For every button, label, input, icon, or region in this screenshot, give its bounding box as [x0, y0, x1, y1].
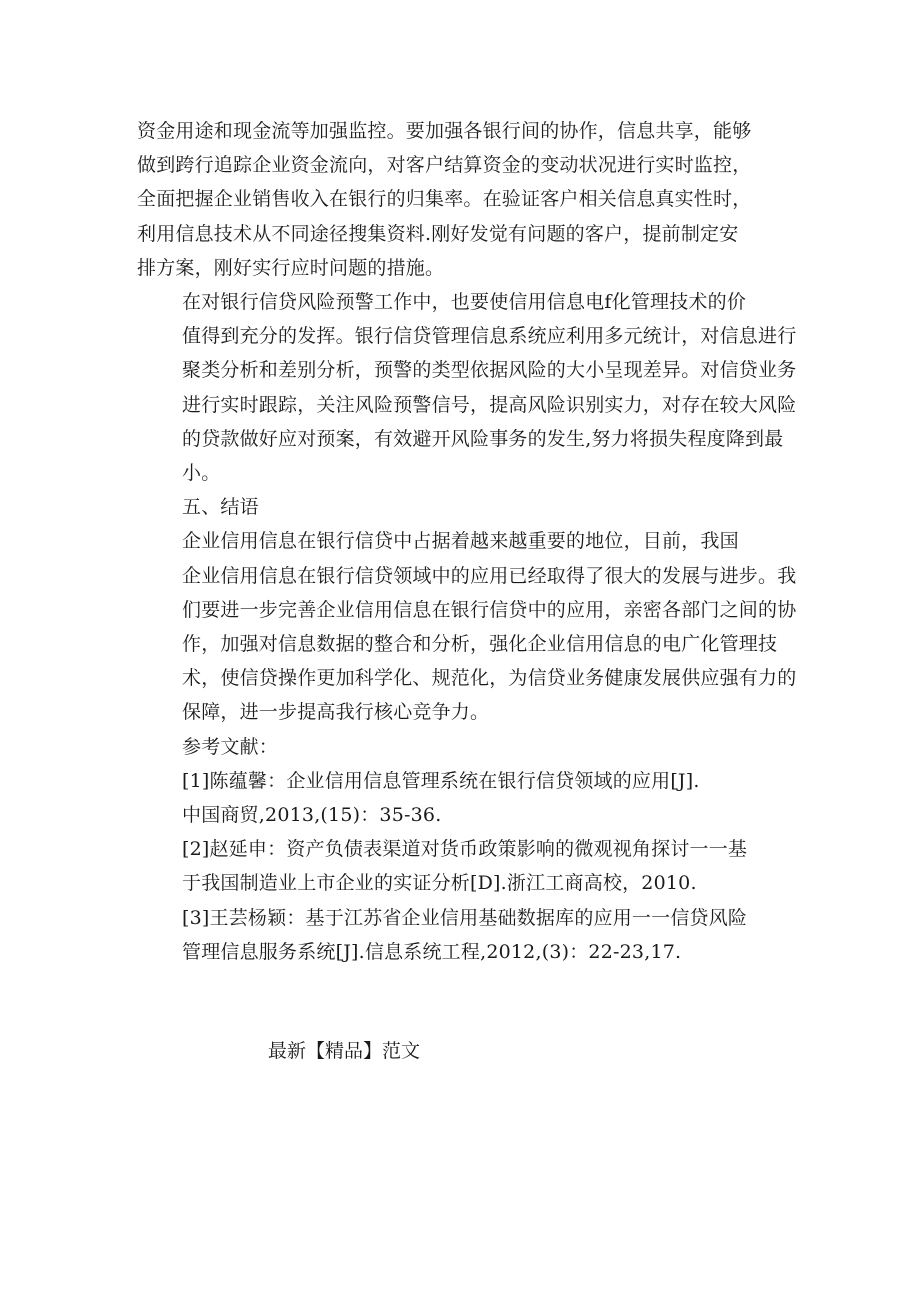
paragraph: [137, 114, 787, 285]
text-line: 企业信用信息在银行信贷领域中的应用已经取得了很大的发展与进步。我: [182, 564, 797, 587]
text-line: 于我国制造业上市企业的实证分析[D].浙江工商高校，2010.: [182, 872, 697, 895]
text-line: 参考文献：: [182, 735, 279, 758]
text-line: 保障，进一步提高我行核心竞争力。: [182, 701, 490, 724]
text-line: 做到跨行追踪企业资金流向，对客户结算资金的变动状况进行实时监控，: [137, 154, 752, 177]
text-line: 进行实时跟踪，关注风险预警信号，提高风险识别实力，对存在较大风险: [182, 393, 797, 416]
text-line: 在对银行信贷风险预警工作中，也要使信用信息电f化管理技术的价: [182, 291, 747, 314]
text-line: 企业信用信息在银行信贷中占据着越来越重要的地位，目前，我国: [182, 530, 739, 553]
paragraph: [137, 832, 787, 900]
text-line: 管理信息服务系统[J].信息系统工程,2012,(3)：22-23,17.: [182, 940, 682, 963]
paragraph: [137, 524, 797, 729]
document-body: [137, 114, 797, 969]
paragraph: [137, 285, 797, 490]
text-line: 利用信息技术从不同途径搜集资料.刚好发觉有问题的客户，提前制定安: [137, 222, 739, 245]
text-line: 作，加强对信息数据的整合和分析，强化企业信用信息的电广化管理技: [182, 633, 778, 656]
text-line: 全面把握企业销售收入在银行的归集率。在验证客户相关信息真实性时，: [137, 188, 752, 211]
text-line: 资金用途和现金流等加强监控。要加强各银行间的协作，信息共享，能够: [137, 120, 752, 142]
text-line: 值得到充分的发挥。银行信贷管理信息系统应利用多元统计，对信息进行: [182, 325, 797, 348]
paragraph: [137, 490, 787, 524]
text-line: 中国商贸,2013,(15)：35-36.: [182, 804, 442, 827]
text-line: 排方案，刚好实行应时问题的措施。: [137, 256, 445, 279]
paragraph: [137, 901, 787, 969]
text-line: 们要进一步完善企业信用信息在银行信贷中的应用，亲密各部门之间的协: [182, 598, 797, 621]
text-line: 的贷款做好应对预案，有效避开风险事务的发生,努力将损失程度降到最: [182, 427, 784, 450]
text-line: [1]陈蕴馨：企业信用信息管理系统在银行信贷领域的应用[J].: [182, 769, 700, 792]
text-line: 五、结语: [182, 496, 259, 519]
paragraph: [137, 764, 787, 832]
text-line: [2]赵延申：资产负债表渠道对货币政策影响的微观视角探讨一一基: [182, 838, 748, 861]
text-line: 小。: [182, 462, 221, 485]
text-line: 聚类分析和差别分析，预警的类型依据风险的大小呈现差异。对信贷业务: [182, 359, 797, 382]
text-line: 术，使信贷操作更加科学化、规范化，为信贷业务健康发展供应强有力的: [182, 667, 797, 690]
footer-text: 最新【精品】范文: [268, 1040, 421, 1062]
text-line: [3]王芸杨颖：基于江苏省企业信用基础数据库的应用一一信贷风险: [182, 906, 748, 929]
paragraph: [137, 730, 787, 764]
